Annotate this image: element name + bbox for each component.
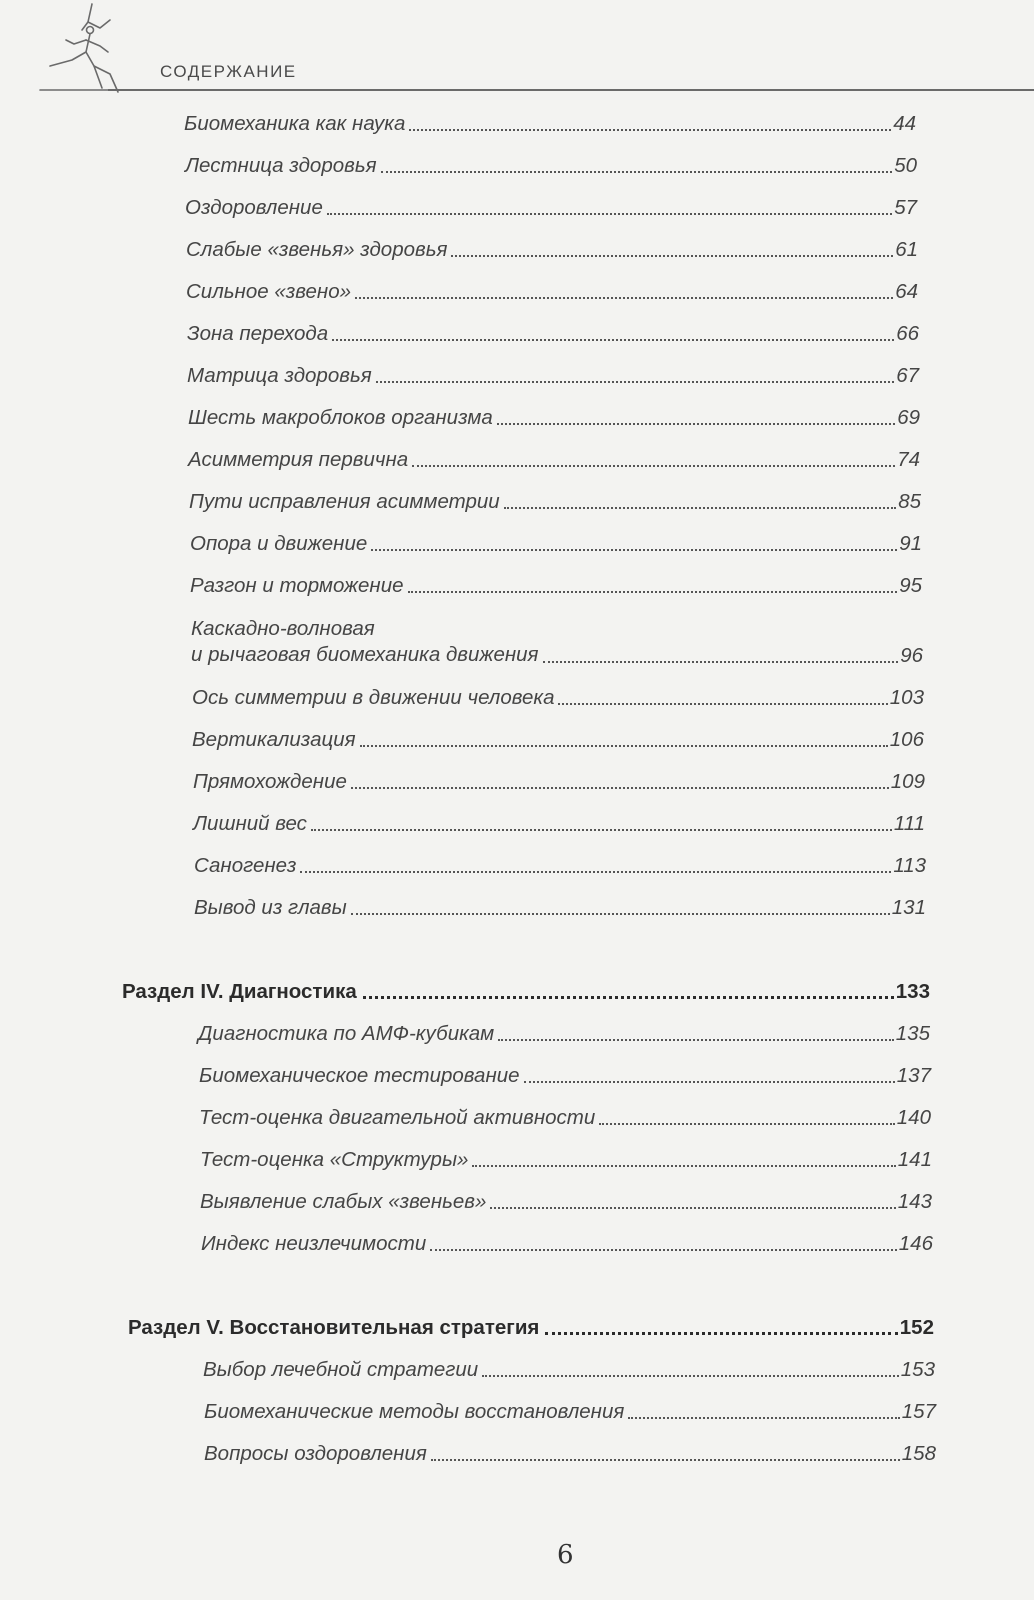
toc-entry <box>194 892 926 920</box>
toc-section-heading <box>128 1312 934 1340</box>
toc-section-label: Раздел IV. Диагностика <box>122 980 357 1003</box>
dancer-logo-icon <box>30 0 140 100</box>
dot-leader <box>360 745 888 747</box>
page-number: 6 <box>557 1540 574 1570</box>
toc-entry <box>188 402 920 430</box>
toc-entry-page: 137 <box>896 1064 931 1087</box>
page-header <box>0 0 1034 100</box>
toc-entry-label: Опора и движение <box>190 532 368 555</box>
toc-entry-label: Лестница здоровья <box>185 154 377 177</box>
dot-leader <box>412 465 895 467</box>
toc-entry-page: 44 <box>893 112 916 135</box>
toc-entry <box>200 1144 932 1172</box>
toc-entry <box>193 766 925 794</box>
toc-entry <box>198 1018 930 1046</box>
toc-section-heading <box>122 976 930 1004</box>
dot-leader <box>451 255 893 257</box>
toc-entry-label-line-2: и рычаговая биомеханика движения <box>191 643 539 666</box>
dot-leader <box>332 339 894 341</box>
dot-leader <box>482 1375 899 1377</box>
toc-entry-page: 140 <box>896 1106 931 1129</box>
dot-leader <box>430 1249 897 1251</box>
toc-entry <box>187 360 919 388</box>
toc-entry <box>199 1060 931 1088</box>
toc-entry <box>184 108 916 136</box>
dot-leader <box>524 1081 895 1083</box>
dot-leader <box>498 1039 894 1041</box>
dot-leader <box>504 507 896 509</box>
toc-entry <box>191 614 923 668</box>
toc-section-page: 133 <box>895 980 930 1003</box>
toc-entry-page: 158 <box>901 1442 936 1465</box>
toc-entry-label: Прямохождение <box>193 770 347 793</box>
toc-entry <box>201 1228 933 1256</box>
toc-entry-page: 96 <box>900 644 923 667</box>
toc-entry-label: Оздоровление <box>185 196 323 219</box>
toc-entry-label: Лишний вес <box>193 812 307 835</box>
header-rule <box>108 89 1034 91</box>
toc-entry-label: Саногенез <box>194 854 297 877</box>
toc-entry-label <box>191 616 539 668</box>
toc-entry <box>193 808 925 836</box>
toc-entry-label: Матрица здоровья <box>187 364 372 387</box>
toc-entry-page: 103 <box>889 686 924 709</box>
toc-entry-page: 95 <box>899 574 922 597</box>
toc-entry-page: 153 <box>900 1358 935 1381</box>
dot-leader <box>327 213 892 215</box>
dot-leader <box>497 423 895 425</box>
toc-entry-page: 74 <box>897 448 920 471</box>
toc-entry-page: 91 <box>899 532 922 555</box>
toc-entry <box>190 528 922 556</box>
toc-entry-page: 157 <box>901 1400 936 1423</box>
toc-entry <box>186 234 918 262</box>
dot-leader <box>558 703 887 705</box>
toc-entry-label: Сильное «звено» <box>186 280 351 303</box>
toc-entry-label: Биомеханические методы восстановления <box>204 1400 625 1423</box>
toc-entry-page: 113 <box>893 854 926 877</box>
toc-entry <box>192 682 924 710</box>
toc-entry <box>189 486 921 514</box>
toc-entry <box>200 1186 932 1214</box>
dot-leader <box>545 1332 897 1335</box>
toc-entry-page: 69 <box>897 406 920 429</box>
toc-entry-label: Биомеханика как наука <box>184 112 406 135</box>
toc-entry-label: Асимметрия первична <box>188 448 409 471</box>
dot-leader <box>371 549 897 551</box>
dot-leader <box>355 297 893 299</box>
toc-section-page: 152 <box>899 1316 934 1339</box>
dot-leader <box>408 591 898 593</box>
toc-entry <box>185 150 917 178</box>
toc-entry-page: 111 <box>893 812 925 835</box>
toc-entry-label: Ось симметрии в движении человека <box>192 686 555 709</box>
toc-entry-page: 146 <box>898 1232 933 1255</box>
dot-leader <box>490 1207 895 1209</box>
toc-entry <box>186 276 918 304</box>
toc-entry-page: 135 <box>895 1022 930 1045</box>
toc-entry-label-line-1: Каскадно-волновая <box>191 617 375 640</box>
header-title: СОДЕРЖАНИЕ <box>160 62 297 81</box>
toc-entry-label: Диагностика по АМФ-кубикам <box>198 1022 495 1045</box>
dot-leader <box>599 1123 895 1125</box>
toc-entry <box>188 444 920 472</box>
toc-entry-page: 67 <box>896 364 919 387</box>
dot-leader <box>351 913 890 915</box>
toc-entry <box>199 1102 931 1130</box>
toc-entry-page: 61 <box>895 238 918 261</box>
toc-entry-label: Тест-оценка двигательной активности <box>199 1106 596 1129</box>
dot-leader <box>409 129 891 131</box>
toc-entry-page: 143 <box>897 1190 932 1213</box>
toc-entry-page: 57 <box>894 196 917 219</box>
toc-entry <box>204 1396 936 1424</box>
toc-entry-page: 141 <box>897 1148 932 1171</box>
toc-entry <box>187 318 919 346</box>
dot-leader <box>472 1165 895 1167</box>
toc-entry-label: Зона перехода <box>187 322 329 345</box>
toc-entry <box>190 570 922 598</box>
toc-entry-label: Шесть макроблоков организма <box>188 406 493 429</box>
toc-section-label: Раздел V. Восстановительная стратегия <box>128 1316 540 1339</box>
toc-entry-label: Слабые «звенья» здоровья <box>186 238 448 261</box>
toc-entry <box>203 1354 935 1382</box>
dot-leader <box>431 1459 900 1461</box>
toc-entry <box>204 1438 936 1466</box>
dot-leader <box>351 787 889 789</box>
toc-entry-page: 64 <box>895 280 918 303</box>
dot-leader <box>628 1417 899 1419</box>
toc-entry-page: 109 <box>890 770 925 793</box>
dot-leader <box>363 996 894 999</box>
toc-entry <box>194 850 926 878</box>
toc-entry <box>185 192 917 220</box>
toc-entry-page: 50 <box>894 154 917 177</box>
toc-entry-page: 131 <box>891 896 926 919</box>
toc-entry-label: Биомеханическое тестирование <box>199 1064 520 1087</box>
toc-entry-label: Выявление слабых «звеньев» <box>200 1190 487 1213</box>
dot-leader <box>311 829 892 831</box>
toc-entry-label: Пути исправления асимметрии <box>189 490 500 513</box>
toc-entry-label: Вертикализация <box>192 728 356 751</box>
dot-leader <box>543 661 899 663</box>
toc-entry-label: Выбор лечебной стратегии <box>203 1358 479 1381</box>
dot-leader <box>300 871 891 873</box>
toc-entry-page: 106 <box>889 728 924 751</box>
toc-entry-page: 85 <box>898 490 921 513</box>
toc-entry-label: Вывод из главы <box>194 896 347 919</box>
toc-entry-label: Индекс неизлечимости <box>201 1232 427 1255</box>
dot-leader <box>381 171 893 173</box>
toc-entry-page: 66 <box>896 322 919 345</box>
toc-entry-label: Вопросы оздоровления <box>204 1442 427 1465</box>
toc-entry-label: Тест-оценка «Структуры» <box>200 1148 469 1171</box>
toc-entry <box>192 724 924 752</box>
toc-entry-label: Разгон и торможение <box>190 574 404 597</box>
dot-leader <box>376 381 895 383</box>
